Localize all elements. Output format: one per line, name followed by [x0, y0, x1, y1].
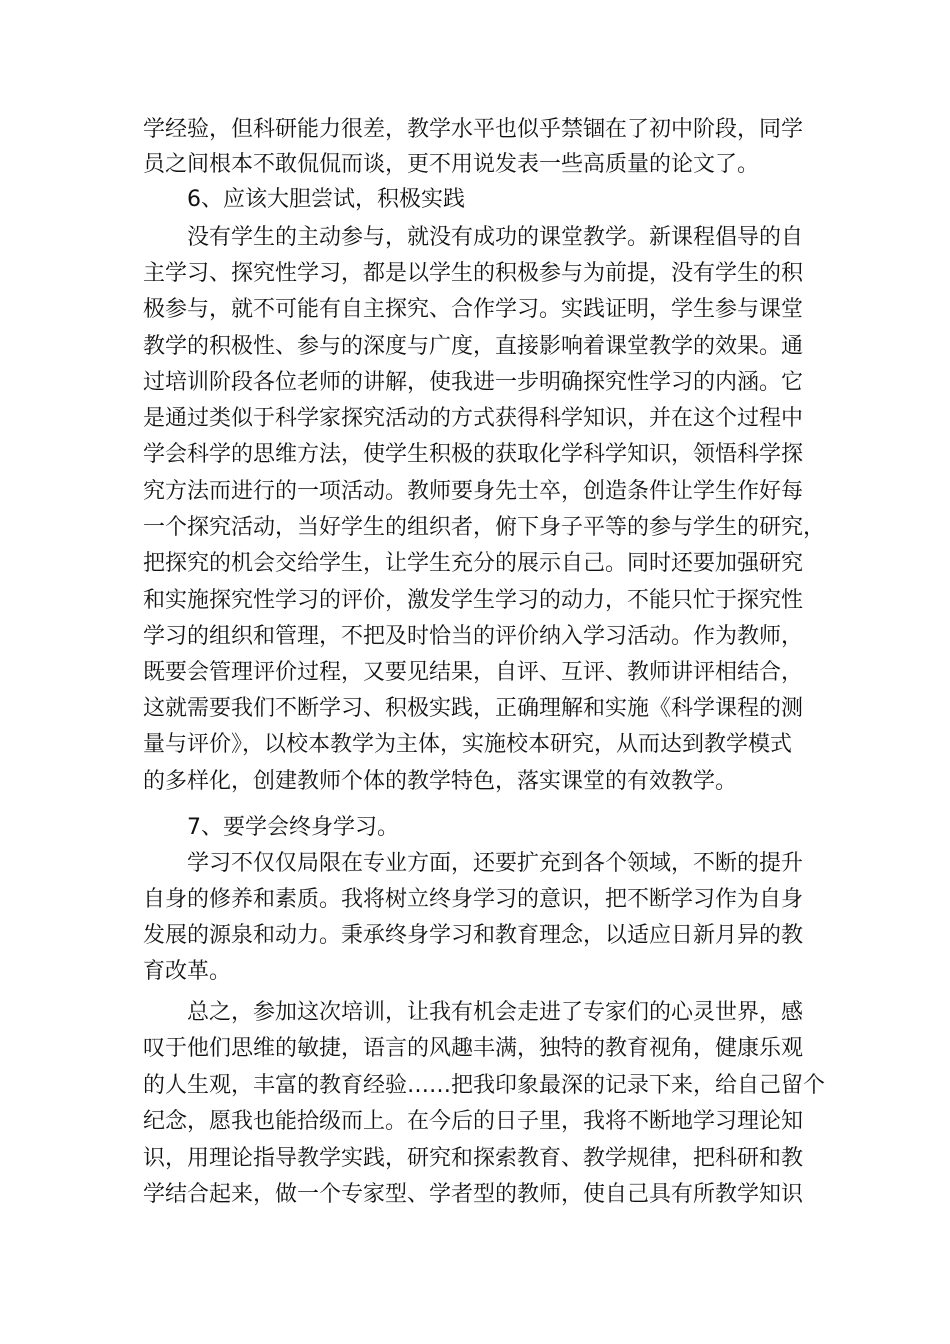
text-line: 究方法而进行的一项活动。教师要身先士卒，创造条件让学生作好每 [143, 479, 804, 504]
paragraph-first-line: 没有学生的主动参与，就没有成功的课堂教学。新课程倡导的自 [187, 225, 804, 250]
text-line: 和实施探究性学习的评价，激发学生学习的动力，不能只忙于探究性 [143, 588, 804, 613]
text-line: 学会科学的思维方法，使学生积极的获取化学科学知识，领悟科学探 [143, 442, 804, 467]
text-line: 学习的组织和管理，不把及时恰当的评价纳入学习活动。作为教师， [143, 624, 804, 649]
text-line: 自身的修养和素质。我将树立终身学习的意识，把不断学习作为自身 [143, 887, 804, 912]
text-line: 员之间根本不敢侃侃而谈，更不用说发表一些高质量的论文了。 [143, 152, 760, 177]
text-line: 主学习、探究性学习，都是以学生的积极参与为前提，没有学生的积 [143, 261, 804, 286]
paragraph-first-line: 学习不仅仅局限在专业方面，还要扩充到各个领域，不断的提升 [187, 851, 804, 876]
text-line: 极参与，就不可能有自主探究、合作学习。实践证明，学生参与课堂 [143, 297, 804, 322]
text-line: 育改革。 [143, 959, 232, 984]
text-line: 这就需要我们不断学习、积极实践，正确理解和实施《科学课程的测 [143, 696, 804, 721]
text-line: 既要会管理评价过程，又要见结果，自评、互评、教师讲评相结合， [143, 660, 804, 685]
text-line: 学结合起来，做一个专家型、学者型的教师，使自己具有所教学知识 [143, 1182, 804, 1207]
text-line: 叹于他们思维的敏捷，语言的风趣丰满，独特的教育视角，健康乐观 [143, 1036, 804, 1061]
text-line: 把探究的机会交给学生，让学生充分的展示自己。同时还要加强研究 [143, 551, 804, 576]
text-line: 学经验，但科研能力很差，教学水平也似乎禁锢在了初中阶段，同学 [143, 117, 804, 142]
paragraph-first-line: 总之，参加这次培训，让我有机会走进了专家们的心灵世界，感 [187, 1000, 804, 1025]
text-line: 教学的积极性、参与的深度与广度，直接影响着课堂教学的效果。通 [143, 334, 804, 359]
text-line: 过培训阶段各位老师的讲解，使我进一步明确探究性学习的内涵。它 [143, 370, 804, 395]
section-heading: 7、要学会终身学习。 [187, 815, 399, 840]
section-heading: 6、应该大胆尝试，积极实践 [187, 187, 465, 212]
text-line: 是通过类似于科学家探究活动的方式获得科学知识，并在这个过程中 [143, 406, 804, 431]
text-line: 纪念，愿我也能拾级而上。在今后的日子里，我将不断地学习理论知 [143, 1109, 804, 1134]
text-line: 发展的源泉和动力。秉承终身学习和教育理念，以适应日新月异的教 [143, 923, 804, 948]
text-line: 量与评价》，以校本教学为主体，实施校本研究，从而达到教学模式 [143, 732, 793, 757]
text-line: 一个探究活动，当好学生的组织者，俯下身子平等的参与学生的研究， [143, 515, 826, 540]
text-line: 识，用理论指导教学实践，研究和探索教育、教学规律，把科研和教 [143, 1146, 804, 1171]
text-line: 的多样化，创建教师个体的教学特色，落实课堂的有效教学。 [143, 769, 738, 794]
text-line: 的人生观，丰富的教育经验……把我印象最深的记录下来，给自己留个 [143, 1073, 826, 1098]
